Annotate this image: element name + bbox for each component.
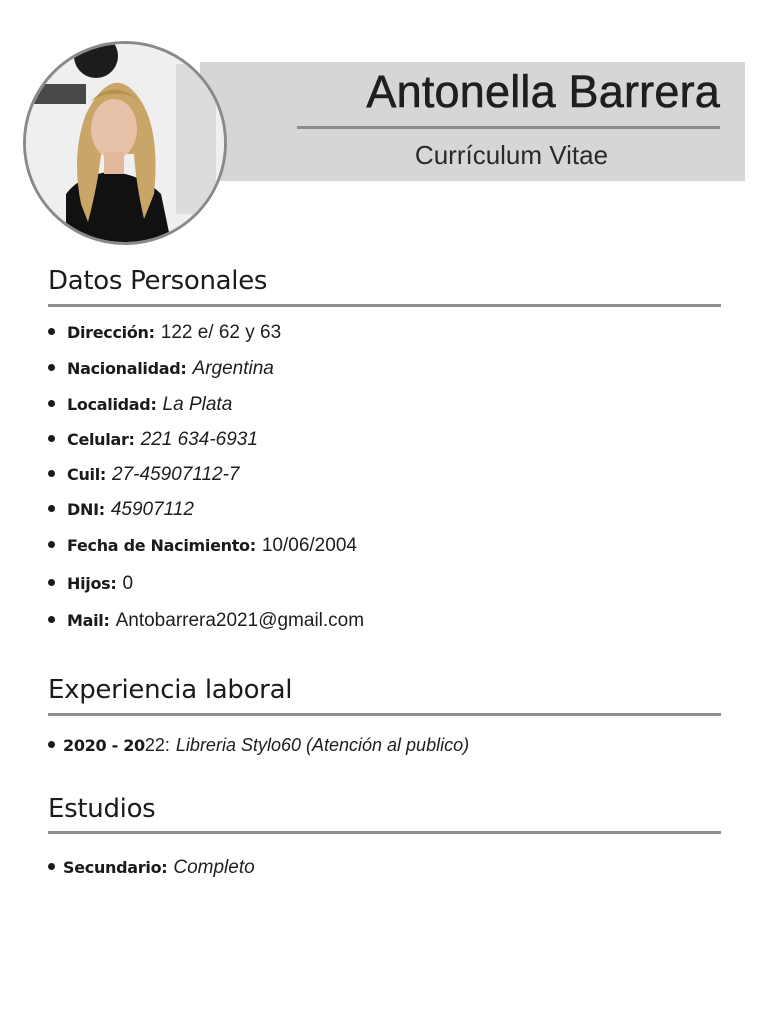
bullet-icon (48, 579, 55, 586)
list-item-mail (48, 610, 364, 632)
name-underline (297, 126, 720, 129)
document-subtitle: Currículum Vitae (414, 140, 609, 170)
section-rule-experience (48, 713, 721, 716)
bullet-icon (48, 616, 55, 623)
bullet-icon (48, 741, 55, 748)
list-item-direccion (48, 322, 281, 344)
item-value: 10/06/2004 (261, 535, 357, 556)
list-item-dni (48, 499, 194, 521)
item-label: DNI: (67, 500, 105, 519)
item-label: Secundario: (63, 858, 168, 877)
item-label: Cuil: (67, 465, 107, 484)
list-item-localidad (48, 394, 232, 416)
item-value: 27-45907112-7 (112, 464, 240, 485)
list-item-secundario (48, 857, 255, 879)
list-item-hijos (48, 573, 133, 595)
bullet-icon (48, 364, 55, 371)
item-label-tail: 22: (144, 735, 170, 755)
item-label: 2020 - 20 (63, 736, 145, 755)
item-value: 0 (122, 573, 134, 594)
item-value: 221 634-6931 (140, 429, 258, 450)
list-item-fecha-nacimiento (48, 535, 357, 557)
bullet-icon (48, 470, 55, 477)
profile-photo (23, 41, 227, 245)
list-item-nacionalidad (48, 358, 274, 380)
bullet-icon (48, 541, 55, 548)
item-value: 45907112 (110, 499, 194, 520)
item-label: Localidad: (67, 395, 157, 414)
item-label: Celular: (67, 430, 135, 449)
list-item-cuil (48, 464, 240, 486)
item-value: La Plata (162, 394, 233, 415)
item-label: Hijos: (67, 574, 117, 593)
item-label: Mail: (67, 611, 110, 630)
bullet-icon (48, 328, 55, 335)
section-title-studies: Estudios (48, 794, 156, 824)
section-rule-personal (48, 304, 721, 307)
item-value: Argentina (192, 358, 274, 379)
section-rule-studies (48, 831, 721, 834)
bullet-icon (48, 505, 55, 512)
item-value: Antobarrera2021@gmail.com (115, 610, 365, 631)
bullet-icon (48, 435, 55, 442)
list-item-celular (48, 429, 258, 451)
section-title-experience: Experiencia laboral (48, 675, 293, 705)
section-title-personal: Datos Personales (48, 266, 268, 296)
item-value: Libreria Stylo60 (Atención al publico) (175, 735, 470, 755)
item-label: Dirección: (67, 323, 155, 342)
list-item-experience (48, 735, 469, 756)
item-value: Completo (173, 857, 255, 878)
item-label: Nacionalidad: (67, 359, 187, 378)
bullet-icon (48, 400, 55, 407)
item-value: 122 e/ 62 y 63 (160, 322, 282, 343)
item-label: Fecha de Nacimiento: (67, 536, 256, 555)
candidate-name: Antonella Barrera (366, 66, 720, 117)
bullet-icon (48, 863, 55, 870)
